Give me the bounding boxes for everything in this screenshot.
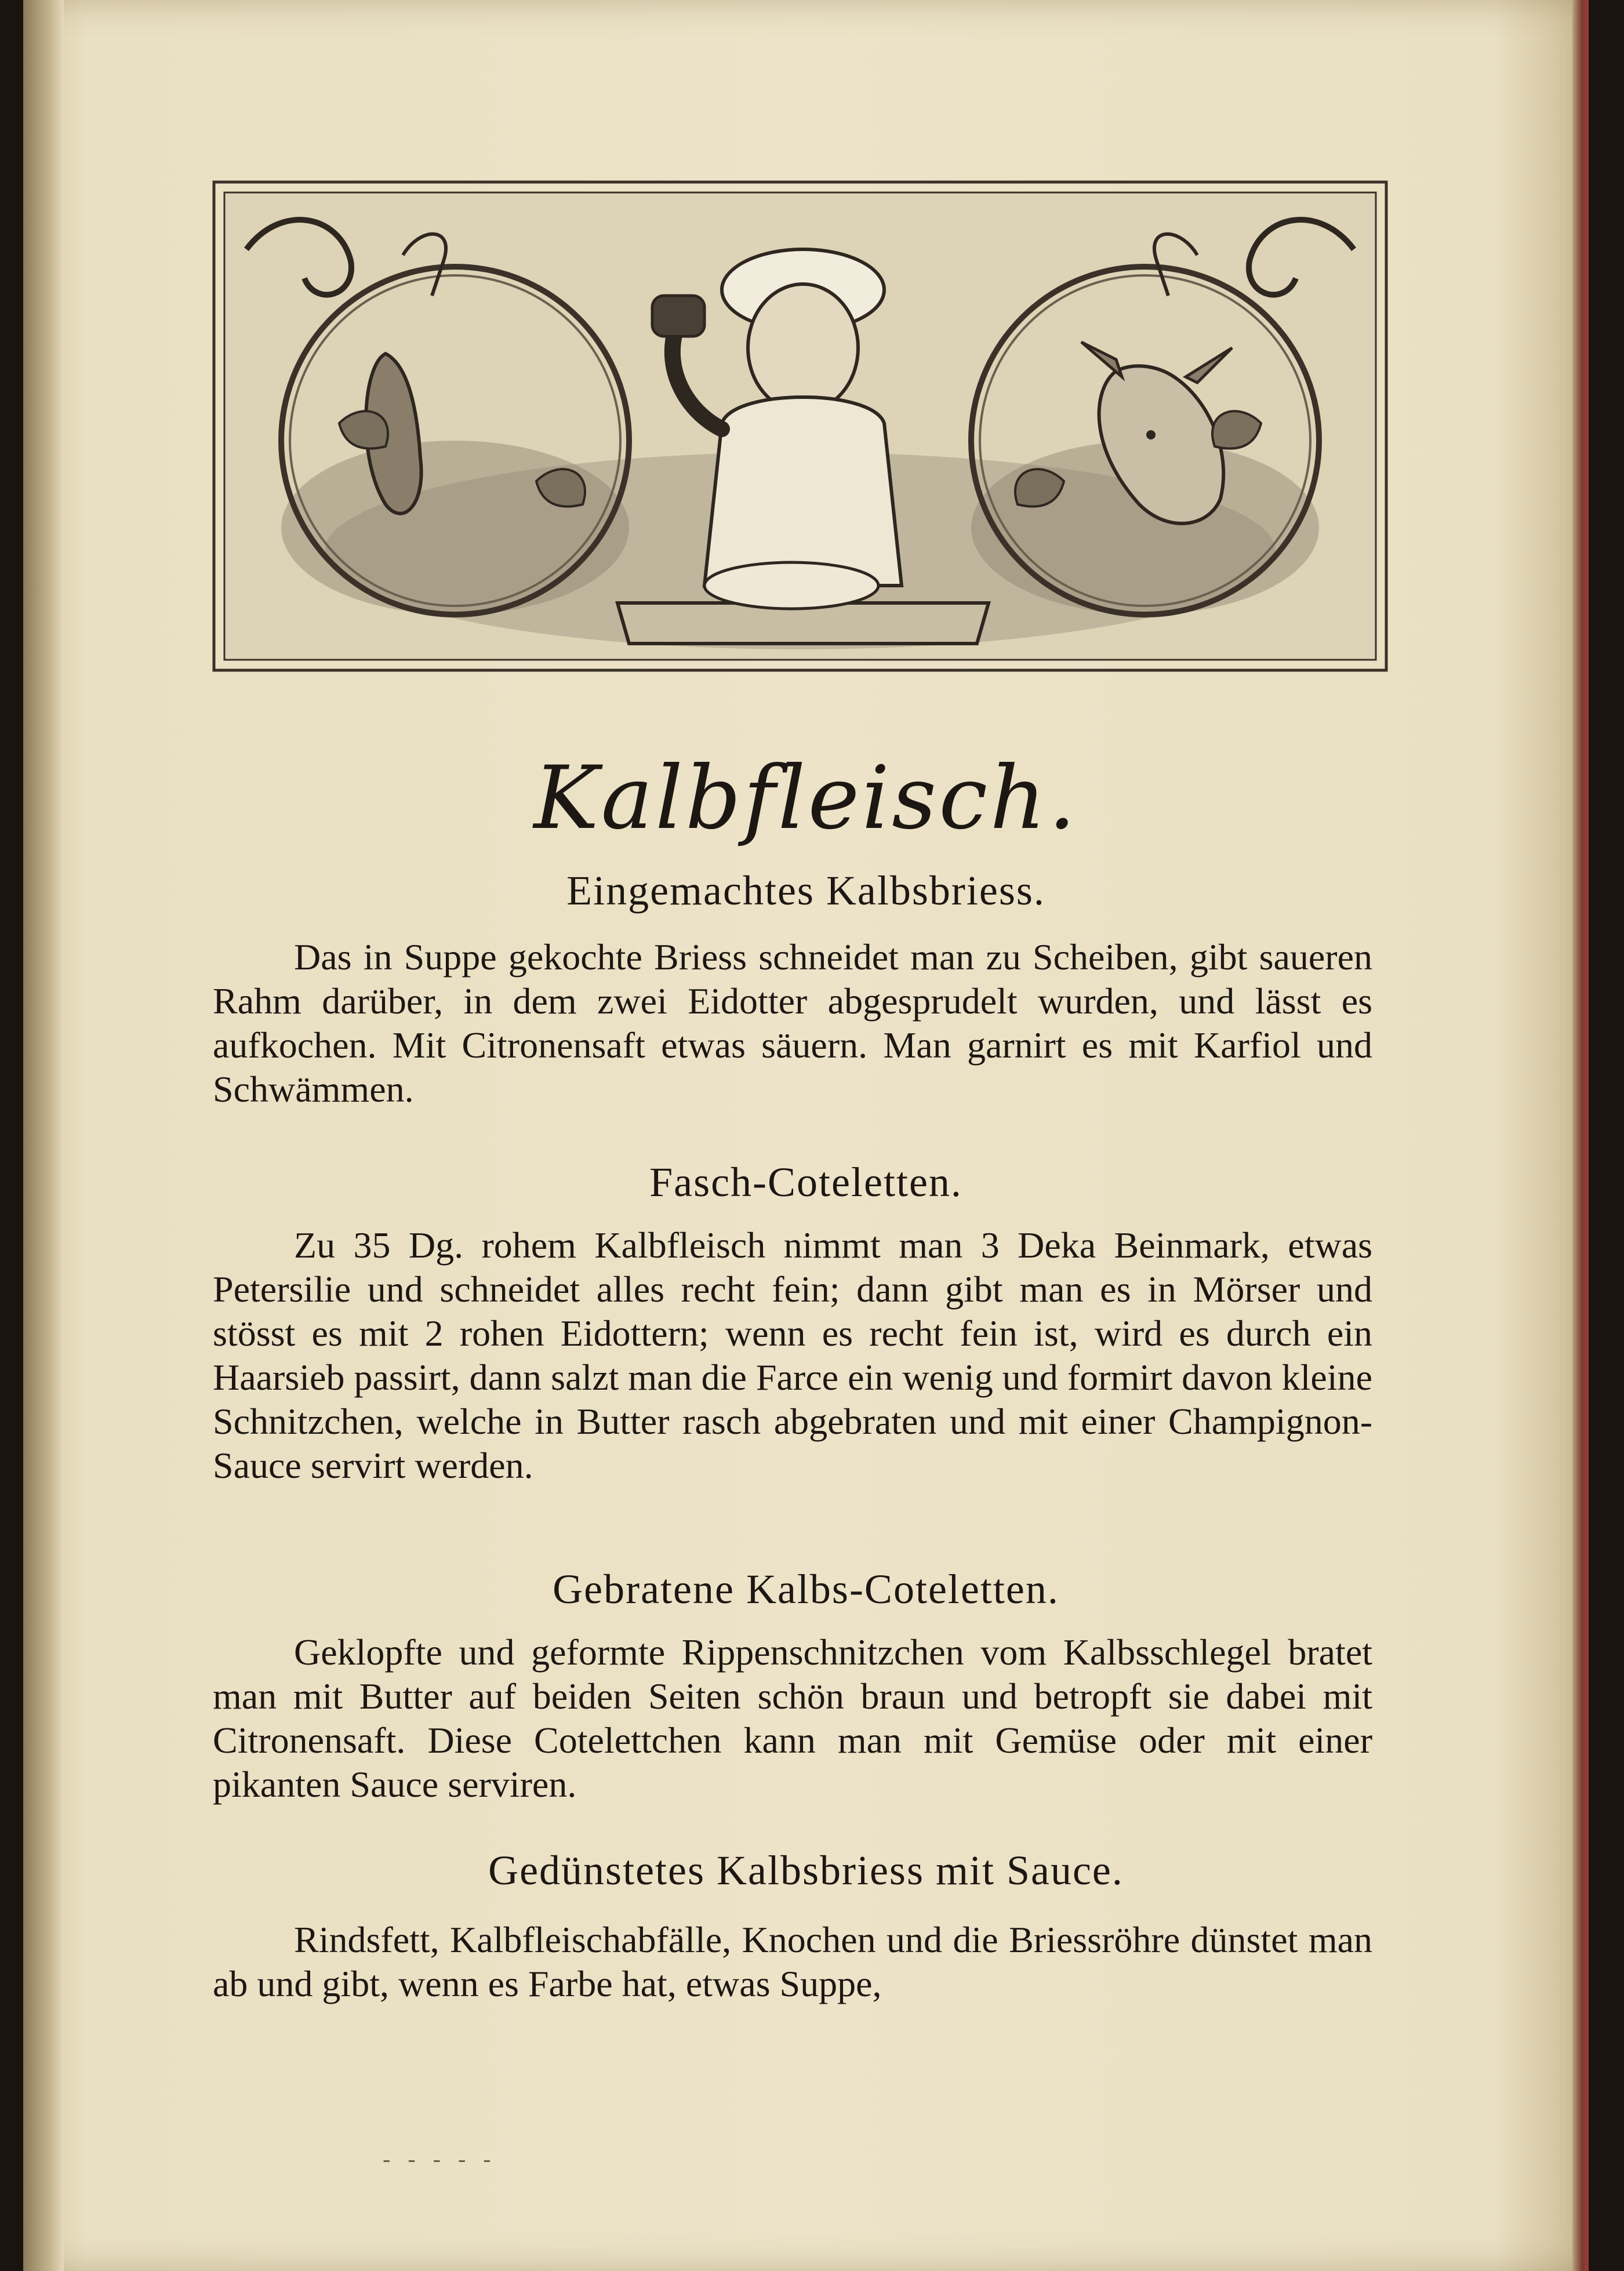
recipe-paragraph: Das in Suppe gekochte Briess schneidet man zu Scheiben, gibt saueren Rahm darüber, in dem zwei Eidotter abgesprudelt wurden, und lässt es aufkochen. Mit Citronensaft etwas säuern. Man garnirt es mit Karfiol und Schwämmen. <box>213 936 1372 1110</box>
recipe-title: Gebratene Kalbs-Coteletten. <box>553 1566 1059 1612</box>
recipe-text <box>213 1223 1372 1488</box>
folio-marks: - - - - - <box>383 2146 497 2172</box>
recipe-title: Gedünstetes Kalbsbriess mit Sauce. <box>488 1847 1124 1894</box>
recipe-paragraph: Geklopfte und geformte Rippenschnitzchen vom Kalbsschlegel bratet man mit Butter auf beiden Seiten schön braun und betropft sie dabei mit Citronensaft. Diese Cotelettchen kann man mit Gemüse oder mit einer pikanten Sauce serviren. <box>213 1632 1372 1805</box>
page-edge <box>1572 0 1589 2271</box>
recipe-paragraph: Rindsfett, Kalbfleischabfälle, Knochen und die Briessröhre dünstet man ab und gibt, wenn es Farbe hat, etwas Suppe, <box>213 1919 1372 2004</box>
recipe-text <box>213 935 1372 1111</box>
recipe-text <box>213 1630 1372 1807</box>
recipe-title: Eingemachtes Kalbsbriess. <box>566 867 1045 914</box>
recipe-paragraph: Zu 35 Dg. rohem Kalbfleisch nimmt man 3 Deka Beinmark, etwas Petersilie und schneidet alles recht fein; dann gibt man es in Mörser und stösst es mit 2 rohen Eidottern; wenn es recht fein ist, wird es durch ein Haarsieb passirt, dann salzt man die Farce ein wenig und formirt davon kleine Schnitzchen, welche in Butter rasch abgebraten und mit einer Champignon-Sauce servirt werden. <box>213 1224 1372 1486</box>
recipe-title: Fasch-Coteletten. <box>649 1159 962 1205</box>
book-page <box>23 0 1589 2271</box>
recipe-text <box>213 1918 1372 2006</box>
page-gutter <box>23 0 64 2271</box>
header-vignette-illustration <box>212 180 1389 673</box>
chapter-title: Kalbfleisch. <box>533 748 1078 849</box>
